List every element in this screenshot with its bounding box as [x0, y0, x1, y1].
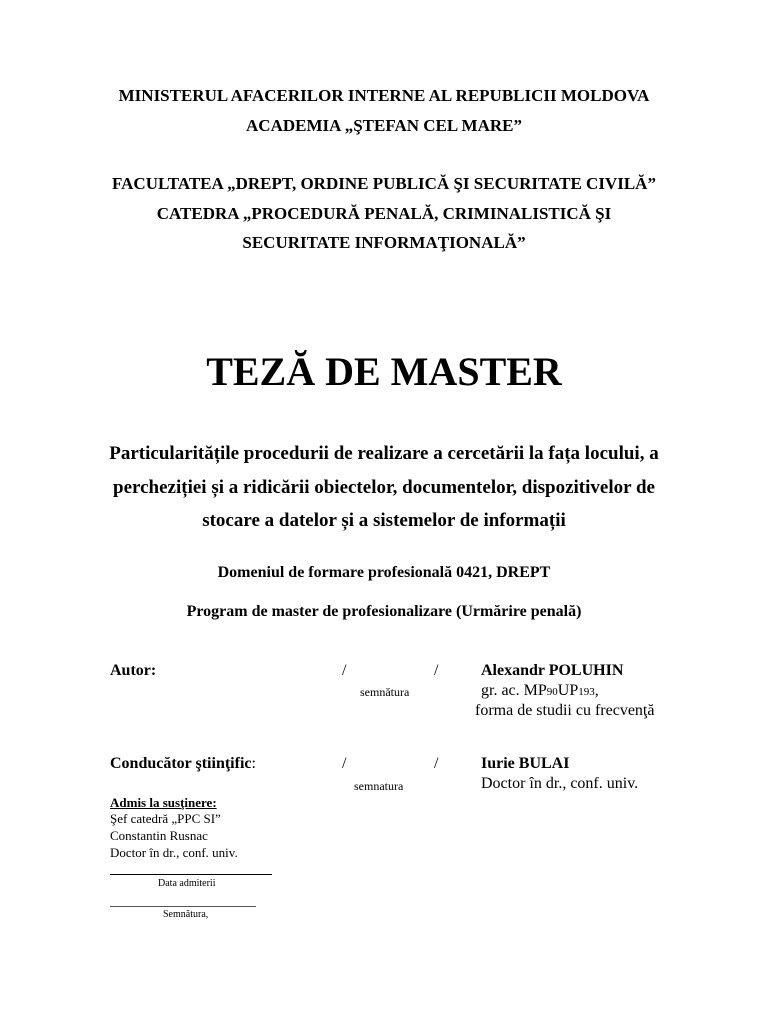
study-domain: Domeniul de formare profesională 0421, DREPT	[217, 564, 551, 581]
supervisor-signature-caption: semnatura	[354, 779, 404, 793]
author-label: Autor:	[110, 662, 157, 679]
author-signature-slash-left: /	[342, 662, 347, 679]
author-group-suffix: ,	[594, 682, 599, 699]
author-group-number2: 193	[578, 686, 595, 698]
admission-signature-line	[110, 906, 256, 907]
ministry-heading: MINISTERUL AFACERILOR INTERNE AL REPUBLICII MOLDOVA	[118, 86, 650, 105]
supervisor-label	[110, 755, 256, 773]
document-title: TEZĂ DE MASTER	[206, 349, 562, 394]
author-group	[481, 682, 599, 700]
faculty-heading: FACULTATEA „DREPT, ORDINE PUBLICĂ ŞI SECURITATE CIVILĂ”	[112, 174, 656, 193]
supervisor-label-text: Conducător ştiinţific	[110, 755, 252, 772]
thesis-topic-line2: percheziției și a ridicării obiectelor, documentelor, dispozitivelor de	[113, 477, 655, 498]
admission-head-of-department: Şef catedră „PPC SI”	[110, 811, 221, 826]
admission-date-line	[110, 874, 272, 875]
supervisor-signature-slash-right: /	[434, 755, 439, 772]
department-heading-line1: CATEDRA „PROCEDURĂ PENALĂ, CRIMINALISTICĂ ŞI	[156, 204, 612, 223]
admission-signature-caption: Semnătura,	[163, 909, 209, 920]
author-signature-caption: semnătura	[360, 685, 410, 699]
author-study-form: forma de studii cu frecvenţă	[475, 702, 655, 719]
admission-name: Constantin Rusnac	[110, 828, 208, 843]
thesis-topic-line3: stocare a datelor și a sistemelor de informații	[202, 510, 566, 531]
supervisor-name: Iurie BULAI	[481, 755, 570, 772]
academy-heading: ACADEMIA „ŞTEFAN CEL MARE”	[246, 116, 522, 135]
supervisor-title: Doctor în dr., conf. univ.	[481, 775, 639, 792]
study-program: Program de master de profesionalizare (Urmărire penală)	[186, 603, 582, 620]
admission-date-caption: Data admiterii	[158, 878, 216, 889]
author-signature-slash-right: /	[434, 662, 439, 679]
author-name: Alexandr POLUHIN	[481, 662, 624, 679]
author-group-number1: 90	[546, 686, 558, 698]
author-group-mid: UP	[557, 682, 579, 699]
admission-heading: Admis la susţinere:	[110, 795, 217, 810]
department-heading-line2: SECURITATE INFORMAŢIONALĂ”	[242, 233, 526, 252]
admission-title: Doctor în dr., conf. univ.	[110, 845, 238, 860]
author-group-prefix: gr. ac. MP	[481, 682, 547, 699]
supervisor-label-colon: :	[251, 755, 256, 772]
thesis-topic-line1: Particularitățile procedurii de realizare a cercetării la fața locului, a	[109, 443, 659, 464]
supervisor-signature-slash-left: /	[342, 755, 347, 772]
